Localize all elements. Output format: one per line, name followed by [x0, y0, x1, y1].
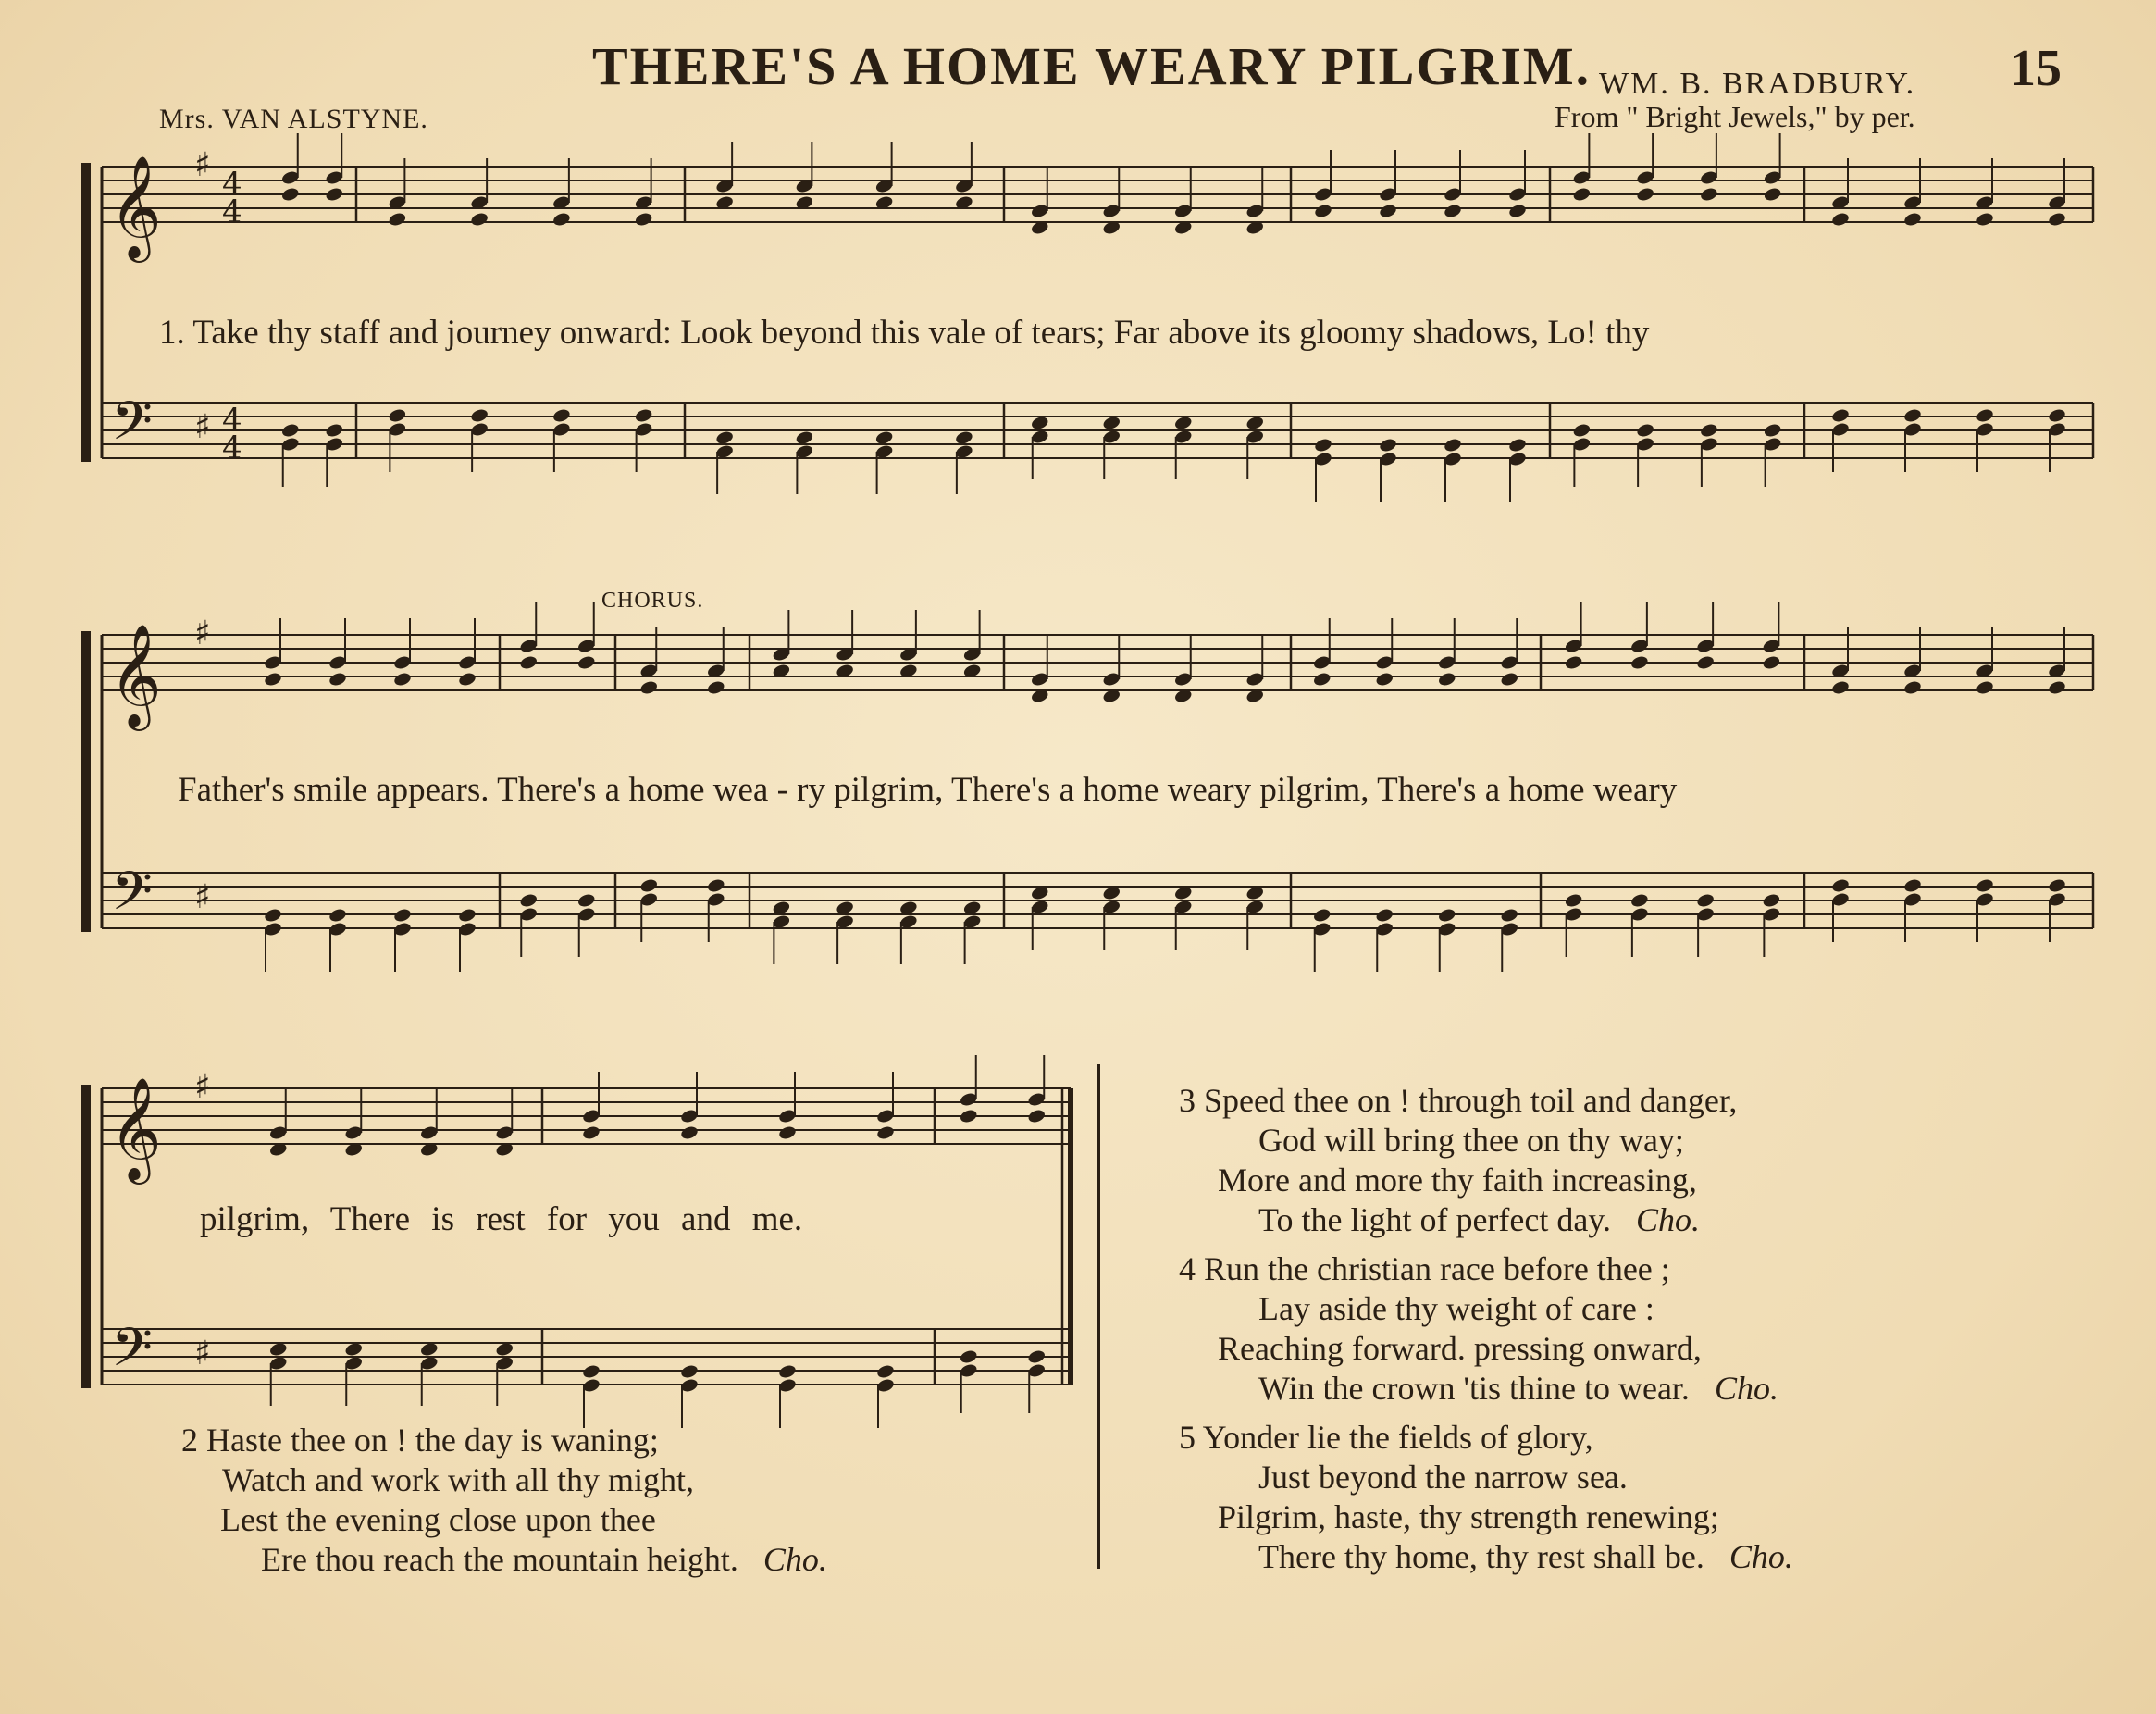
- notehead: [875, 1124, 895, 1140]
- system-bracket: [81, 163, 91, 462]
- notehead: [581, 1124, 601, 1140]
- notehead: [1629, 892, 1649, 908]
- notehead: [576, 892, 596, 908]
- system3-lyric: pilgrim, There is rest for you and me.: [200, 1200, 803, 1238]
- chorus-cue: Cho.: [762, 1541, 827, 1578]
- notehead: [263, 671, 282, 687]
- notehead: [1564, 892, 1583, 908]
- notehead: [1027, 1108, 1047, 1124]
- treble-clef-icon: 𝄞: [109, 155, 162, 258]
- notehead: [1699, 186, 1718, 202]
- lyricist-credit: Mrs. VAN ALSTYNE.: [159, 104, 428, 134]
- sharp-icon: ♯: [194, 1335, 211, 1372]
- verse-line: Win the crown 'tis thine to wear. Cho.: [1258, 1370, 1778, 1407]
- notehead: [1762, 654, 1781, 670]
- verse-line: Lest the evening close upon thee: [220, 1501, 656, 1538]
- verse-line: More and more thy faith increasing,: [1218, 1161, 1697, 1199]
- notehead: [1636, 186, 1655, 202]
- time-signature: 4: [222, 402, 242, 439]
- notehead: [388, 211, 407, 227]
- hymn-title: THERE'S A HOME WEARY PILGRIM.: [592, 36, 1592, 96]
- notehead: [1830, 877, 1850, 893]
- notehead: [1437, 671, 1456, 687]
- notehead: [519, 654, 539, 670]
- system-bracket: [81, 631, 91, 932]
- notehead: [325, 422, 344, 438]
- composer-credit: WM. B. BRADBURY.: [1599, 67, 1916, 101]
- notehead: [634, 211, 653, 227]
- notehead: [1975, 211, 1994, 227]
- notehead: [1830, 211, 1850, 227]
- notehead: [1500, 907, 1519, 923]
- notehead: [777, 1124, 797, 1140]
- verse-line: There thy home, thy rest shall be. Cho.: [1258, 1538, 1793, 1575]
- notehead: [639, 679, 659, 695]
- verse-line: Lay aside thy weight of care :: [1258, 1290, 1654, 1327]
- notehead: [392, 671, 412, 687]
- chorus-label: CHORUS.: [601, 589, 704, 613]
- notehead: [1975, 679, 1994, 695]
- notehead: [959, 1348, 978, 1364]
- notehead: [1507, 203, 1527, 218]
- notehead: [1312, 907, 1332, 923]
- notehead: [1437, 907, 1456, 923]
- notehead: [576, 654, 596, 670]
- notehead: [706, 679, 725, 695]
- bass-clef-icon: 𝄢: [111, 390, 154, 466]
- notehead: [1902, 407, 1922, 423]
- system-bracket: [81, 1085, 91, 1388]
- time-signature: 4: [222, 429, 242, 466]
- time-signature: 4: [222, 166, 242, 203]
- notehead: [1027, 1348, 1047, 1364]
- verse-line: 5 Yonder lie the fields of glory,: [1179, 1419, 1593, 1456]
- bass-clef-icon: 𝄢: [111, 1316, 154, 1392]
- notehead: [1443, 203, 1462, 218]
- notehead: [679, 1363, 699, 1379]
- page-number: 15: [2010, 40, 2062, 97]
- notehead: [1762, 892, 1781, 908]
- notehead: [1507, 437, 1527, 453]
- verse-2: [181, 1421, 827, 1580]
- notehead: [1378, 437, 1397, 453]
- verse-3: [1179, 1081, 1737, 1240]
- notehead: [1902, 877, 1922, 893]
- notehead: [1830, 407, 1850, 423]
- notehead: [1696, 892, 1716, 908]
- notehead: [959, 1108, 978, 1124]
- verse-line: 4 Run the christian race before thee ;: [1179, 1250, 1670, 1287]
- verse-line: Watch and work with all thy might,: [222, 1461, 695, 1498]
- notehead: [1763, 422, 1782, 438]
- notehead: [1696, 654, 1716, 670]
- notehead: [388, 407, 407, 423]
- column-divider: [1097, 1064, 1100, 1569]
- verse-line: To the light of perfect day. Cho.: [1258, 1201, 1701, 1238]
- system1-lyric: 1. Take thy staff and journey onward: Look beyond this vale of tears; Far above its gloomy shadows, Lo! thy: [159, 314, 1650, 352]
- notehead: [280, 422, 300, 438]
- verse-line: Reaching forward. pressing onward,: [1218, 1330, 1702, 1367]
- verse-line: 2 Haste thee on ! the day is waning;: [181, 1422, 659, 1459]
- notehead: [1375, 671, 1394, 687]
- notehead: [1636, 422, 1655, 438]
- verse-line: Just beyond the narrow sea.: [1258, 1459, 1628, 1496]
- notehead: [2047, 877, 2066, 893]
- notehead: [1902, 679, 1922, 695]
- treble-clef-icon: 𝄞: [109, 1076, 162, 1180]
- sharp-icon: ♯: [194, 615, 211, 652]
- notehead: [1375, 907, 1394, 923]
- verse-4: [1179, 1249, 1778, 1409]
- notehead: [1699, 422, 1718, 438]
- notehead: [263, 907, 282, 923]
- notehead: [1629, 654, 1649, 670]
- chorus-cue: Cho.: [1636, 1201, 1701, 1238]
- verse-line: Pilgrim, haste, thy strength renewing;: [1218, 1498, 1719, 1535]
- notehead: [1572, 186, 1592, 202]
- notehead: [1572, 422, 1592, 438]
- notehead: [1312, 671, 1332, 687]
- treble-clef-icon: 𝄞: [109, 623, 162, 727]
- notehead: [457, 907, 477, 923]
- sharp-icon: ♯: [194, 146, 211, 184]
- notehead: [1902, 211, 1922, 227]
- notehead: [470, 407, 489, 423]
- system2-lyric: Father's smile appears. There's a home wea - ry pilgrim, There's a home weary pilgrim, There's a home weary: [178, 771, 1678, 809]
- notehead: [328, 671, 347, 687]
- verse-number: 5: [1179, 1419, 1196, 1456]
- sharp-icon: ♯: [194, 878, 211, 916]
- notehead: [1763, 186, 1782, 202]
- notehead: [551, 407, 571, 423]
- notehead: [706, 877, 725, 893]
- notehead: [280, 186, 300, 202]
- notehead: [875, 1363, 895, 1379]
- notehead: [639, 877, 659, 893]
- notehead: [551, 211, 571, 227]
- verse-line: 3 Speed thee on ! through toil and danger,: [1179, 1082, 1738, 1119]
- verse-line: God will bring thee on thy way;: [1258, 1122, 1684, 1159]
- notehead: [392, 907, 412, 923]
- notehead: [581, 1363, 601, 1379]
- notehead: [679, 1124, 699, 1140]
- notehead: [325, 186, 344, 202]
- chorus-cue: Cho.: [1729, 1538, 1793, 1575]
- notehead: [1500, 671, 1519, 687]
- notehead: [777, 1363, 797, 1379]
- notehead: [457, 671, 477, 687]
- notehead: [2047, 211, 2066, 227]
- notehead: [1830, 679, 1850, 695]
- verse-5: [1179, 1418, 1793, 1577]
- notehead: [2047, 407, 2066, 423]
- notehead: [634, 407, 653, 423]
- verse-line: Ere thou reach the mountain height. Cho.: [261, 1541, 827, 1578]
- sharp-icon: ♯: [194, 1068, 211, 1106]
- verse-number: 4: [1179, 1250, 1196, 1287]
- verse-number: 2: [181, 1422, 198, 1459]
- notehead: [1564, 654, 1583, 670]
- notehead: [2047, 679, 2066, 695]
- notehead: [1443, 437, 1462, 453]
- notehead: [1313, 437, 1332, 453]
- notehead: [1313, 203, 1332, 218]
- bass-clef-icon: 𝄢: [111, 860, 154, 936]
- notehead: [1378, 203, 1397, 218]
- notehead: [1975, 407, 1994, 423]
- chorus-cue: Cho.: [1714, 1370, 1778, 1407]
- notehead: [1975, 877, 1994, 893]
- source-credit: From " Bright Jewels," by per.: [1555, 100, 1915, 133]
- verse-number: 3: [1179, 1082, 1196, 1119]
- notehead: [519, 892, 539, 908]
- notehead: [470, 211, 489, 227]
- notehead: [328, 907, 347, 923]
- sharp-icon: ♯: [194, 408, 211, 446]
- time-signature: 4: [222, 193, 242, 230]
